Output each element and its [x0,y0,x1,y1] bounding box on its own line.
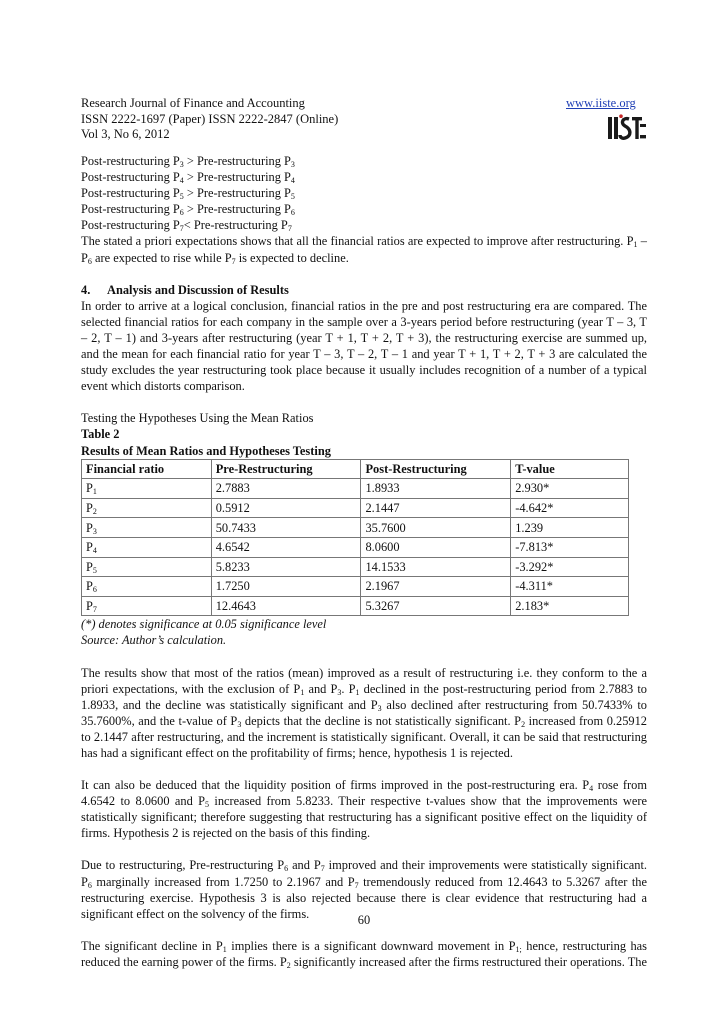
table-row [82,479,629,499]
tvalue-cell: 2.183* [511,596,629,616]
column-header: Pre-Restructuring [211,459,361,479]
iiste-logo-icon [608,114,646,142]
solvency-paragraph: Due to restructuring, Pre-restructuring $P_6$ and $P_7$ improved and their improvements were statistically significant. $P_6$ marginally increased from 1.7250 to 2.1967 and $P_7$ tremendously reduced from 12.4643 to 5.3267 after the restructuring exercise. Hypothesis 3 is also rejected because there is clear evidence that restructuring had a significant effect on the solvency of the firms. [81,858,648,921]
tvalue-cell: -4.311* [511,577,629,597]
ratio-cell: $P_1$ [82,479,212,499]
post-cell: 35.7600 [361,518,511,538]
post-cell: 2.1447 [361,498,511,518]
table-label: Table 2 [81,427,120,442]
ratio-cell: $P_6$ [82,577,212,597]
pre-cell: 0.5912 [211,498,361,518]
expectation-line: Post-restructuring $P_6$ > Pre-restructuring $P_6$ [81,202,295,218]
earning-power-paragraph: The significant decline in $P_1$ implies there is a significant downward movement in $P_{1;}$ hence, restructuring has reduced the earning power of the firms. $P_2$ significantly increased after the firms restructured their operations. The [81,938,648,970]
table-row [82,518,629,538]
issn-line: ISSN 2222-1697 (Paper) ISSN 2222-2847 (Online) [81,111,339,126]
column-header: Financial ratio [82,459,212,479]
expectation-line: Post-restructuring $P_3$ > Pre-restructuring $P_3$ [81,154,295,169]
pre-cell: 1.7250 [211,577,361,597]
liquidity-paragraph: It can also be deduced that the liquidity position of firms improved in the post-restructuring era. $P_4$ rose from 4.6542 to 8.0600 and $P_5$ increased from 5.8233. Their respective t-values show that the improvements were statistically significant; therefore suggesting that restructuring has a significant positive effect on the liquidity of firms. Hypothesis 2 is rejected on the basis of this finding. [81,778,647,841]
section-paragraph: In order to arrive at a logical conclusion, financial ratios in the pre and post restructuring era are compared. The selected financial ratios for each company in the sample over a 3-years period before restructuring (year T – 3, T – 2, T – 1) and 3-years after restructuring (year T + 1, T + 2, T + 3), the restructuring exercise are summed up, and the mean for each financial ratio for year T – 3, T – 2, T – 1 and year T + 1, T + 2, T + 3 are calculated the study excludes the year restructuring took place because it usually includes recognition of a number of a typical event which distorts comparison. [81,298,647,394]
ratio-cell: $P_3$ [82,518,212,538]
pre-cell: 5.8233 [211,557,361,577]
table-header-row [82,459,629,479]
journal-title: Research Journal of Finance and Accounting [81,96,305,110]
expectation-line: Post-restructuring $P_7<$ Pre-restructuring $P_7$ [81,218,292,234]
pre-cell: 12.4643 [211,596,361,616]
table-source: Source: Author’s calculation. [81,633,227,648]
ratio-cell: $P_2$ [82,498,212,518]
table-row [82,596,629,616]
table-row [82,557,629,577]
ratio-cell: $P_5$ [82,557,212,577]
tvalue-cell: -3.292* [511,557,629,577]
table-caption: Results of Mean Ratios and Hypotheses Testing [81,443,331,458]
table-row [82,498,629,518]
section-heading: 4. Analysis and Discussion of Results [81,282,289,297]
table-note: (*) denotes significance at 0.05 significance level [81,617,327,632]
column-header: Post-Restructuring [361,459,511,479]
page-number: 60 [357,913,371,927]
results-paragraph: The results show that most of the ratios (mean) improved as a result of restructuring i.e. they conform to the a priori expectations, with the exclusion of $P_1$ and $P_3$. $P_1$ declined in the post-restructuring period from 2.7883 to 1.8933, and the decline was statistically significant and $P_3$ also declined after restructuring from 50.7433% to 35.7600%, and the t-value of $P_3$ depicts that the decline is not statistically significant. $P_2$ increased from 0.25912 to 2.1447 after restructuring, and the increment is statistically significant. Overall, it can be said that restructuring has had a significant effect on the profitability of firms; hence, hypothesis 1 is rejected. [81,665,647,760]
pre-cell: 50.7433 [211,518,361,538]
running-header [81,96,641,143]
journal-url-link[interactable]: www.iiste.org [566,96,636,110]
post-cell: 8.0600 [361,537,511,557]
table-row [82,577,629,597]
expectation-line: Post-restructuring $P_4$ > Pre-restructuring $P_4$ [81,170,295,186]
pre-cell: 4.6542 [211,537,361,557]
post-cell: 5.3267 [361,596,511,616]
results-table [81,459,629,617]
tvalue-cell: 2.930* [511,479,629,499]
column-header: T-value [511,459,629,479]
expectation-paragraph: The stated a priori expectations shows that all the financial ratios are expected to improve after restructuring. $P_1 - P_6$ are expected to rise while $P_7$ is expected to decline. [81,234,648,266]
tvalue-cell: 1.239 [511,518,629,538]
expectation-line: Post-restructuring $P_5$ > Pre-restructuring $P_5$ [81,186,295,202]
table-intro: Testing the Hypotheses Using the Mean Ratios [81,411,314,426]
post-cell: 14.1533 [361,557,511,577]
post-cell: 2.1967 [361,577,511,597]
volume-line: Vol 3, No 6, 2012 [81,127,170,141]
article-body [81,153,647,970]
pre-cell: 2.7883 [211,479,361,499]
tvalue-cell: -4.642* [511,498,629,518]
table-row [82,537,629,557]
ratio-cell: $P_7$ [82,596,212,616]
tvalue-cell: -7.813* [511,537,629,557]
post-cell: 1.8933 [361,479,511,499]
ratio-cell: $P_4$ [82,537,212,557]
